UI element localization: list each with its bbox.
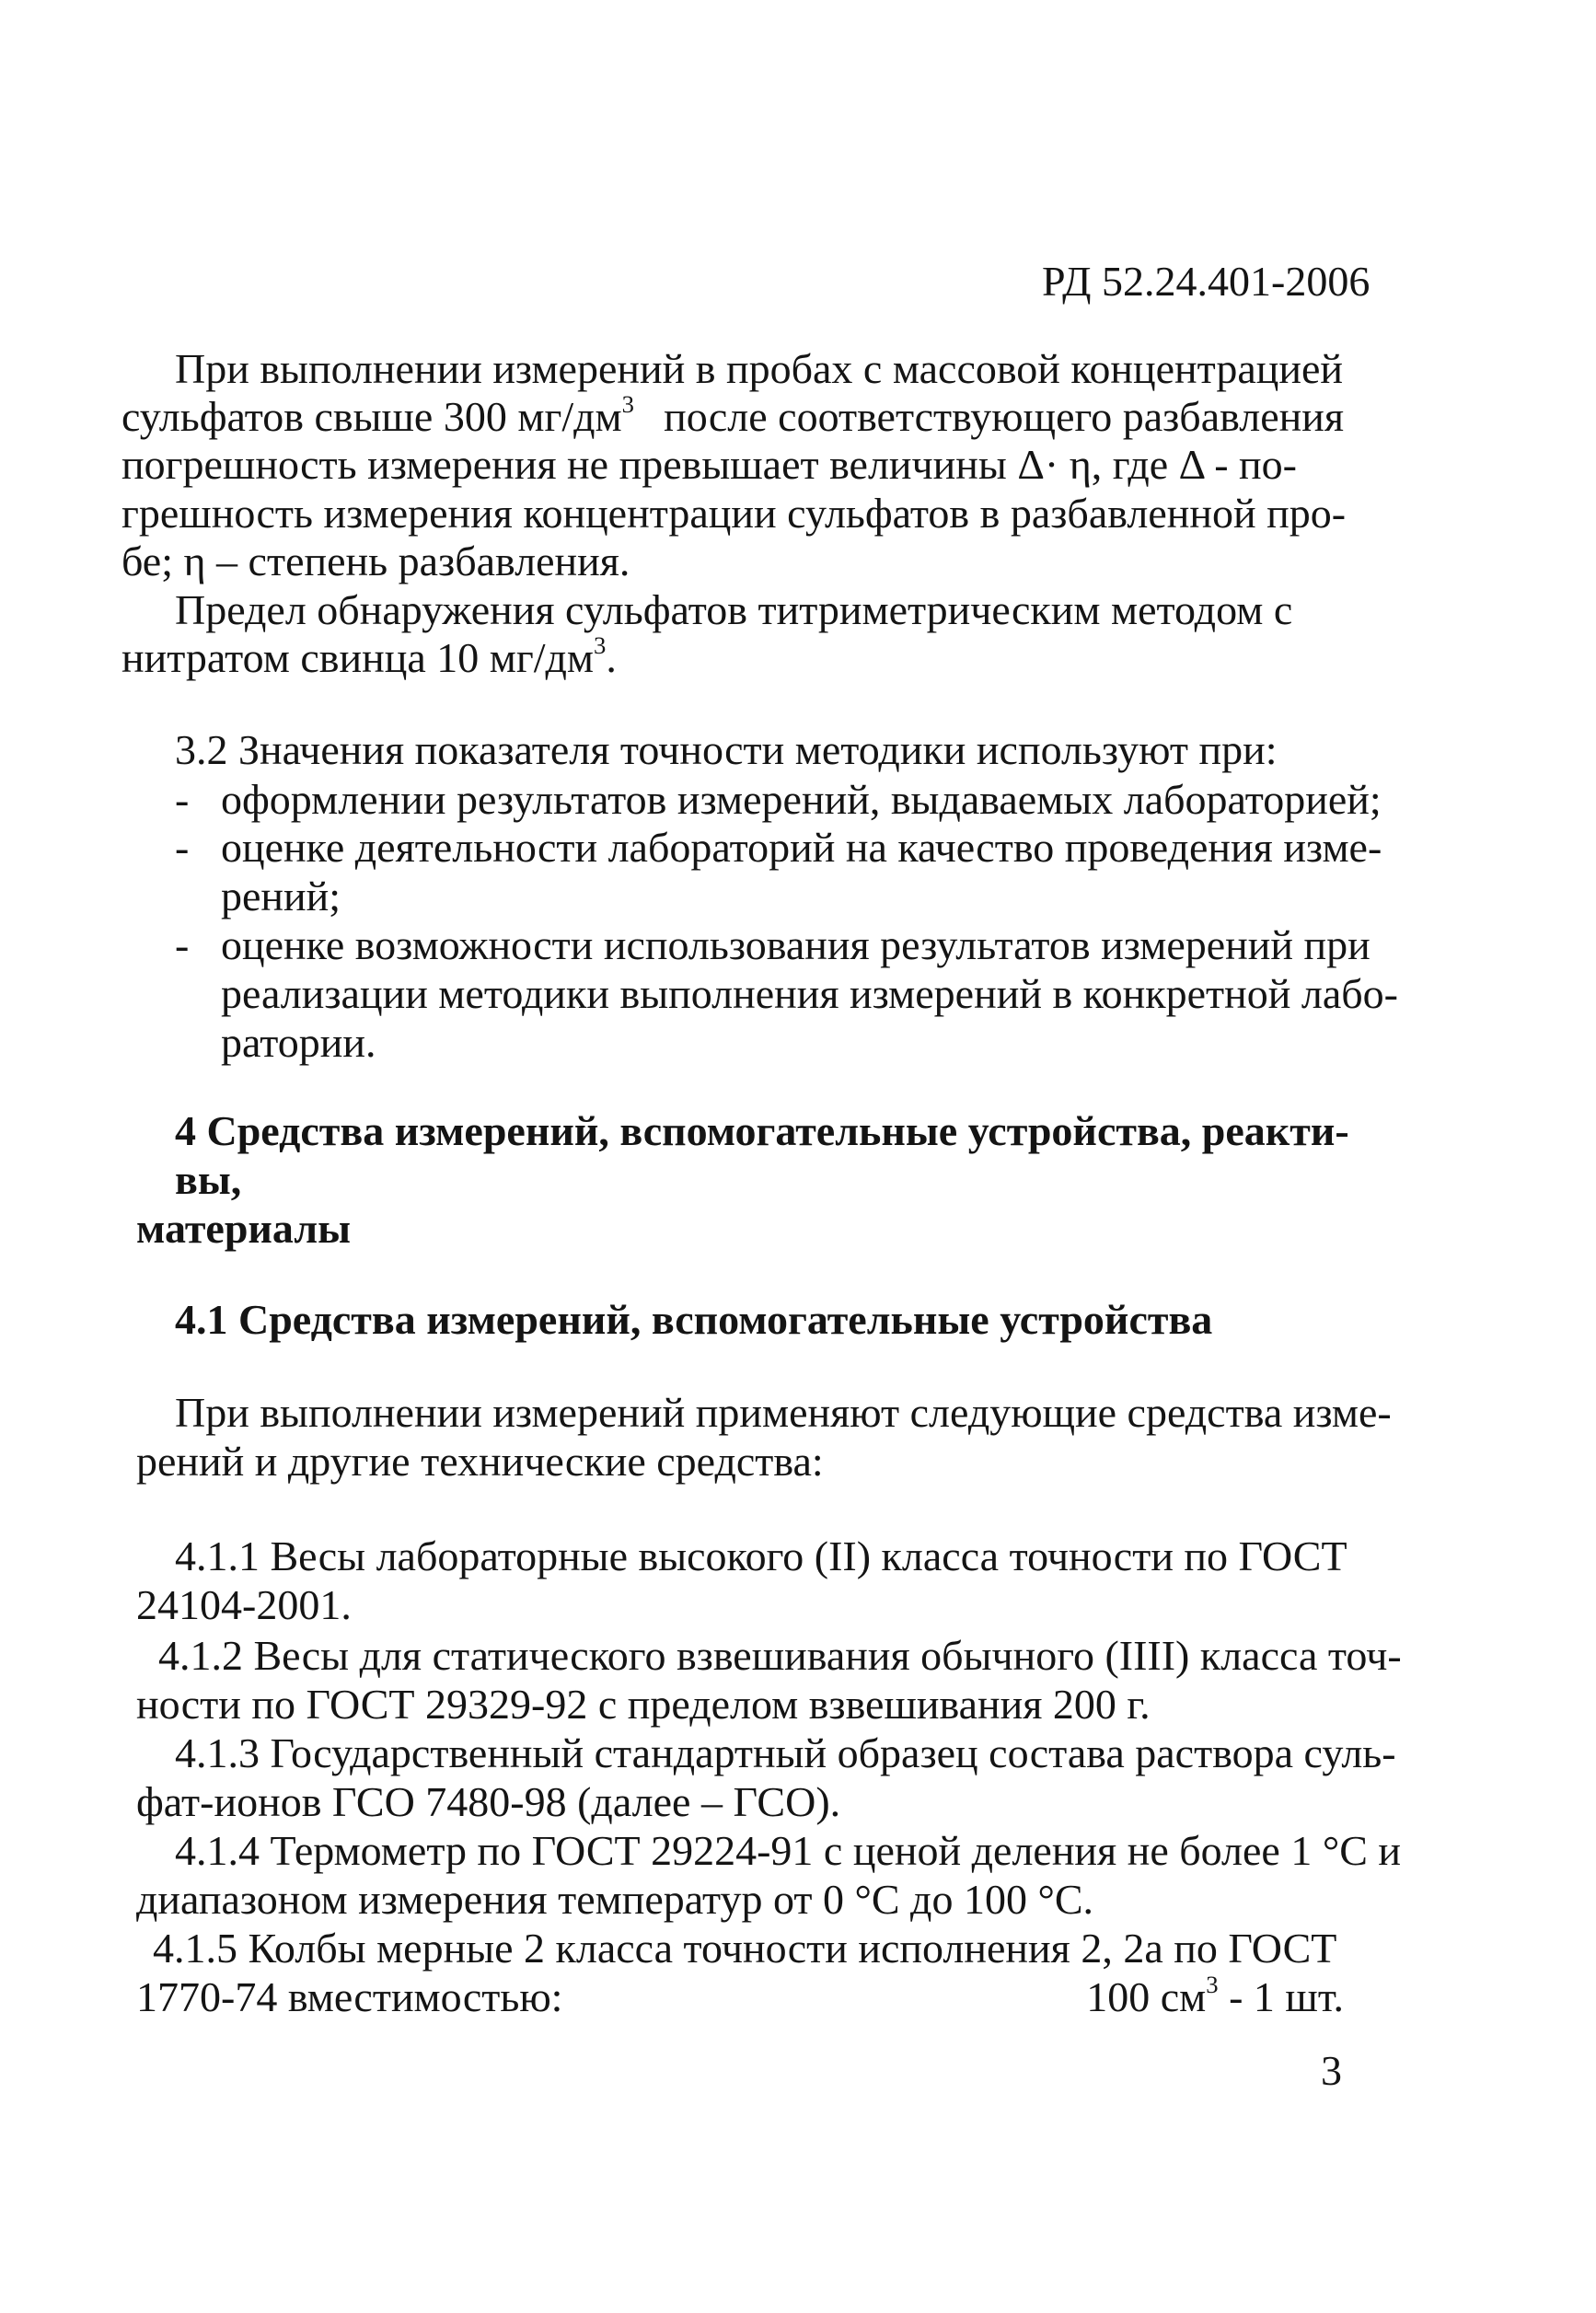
error-paragraph-line-4: грешность измерения концентрации сульфатов в разбавленной про- [121, 490, 1347, 537]
bullet-3-line-1: оценке возможности использования результатов измерений при [221, 921, 1370, 968]
item-4-1-5-line-1: 4.1.5 Колбы мерные 2 класса точности исполнения 2, 2а по ГОСТ [153, 1925, 1337, 1972]
bullet-dash: - [175, 824, 190, 871]
item-4-1-2-line-2: ности по ГОСТ 29329-92 с пределом взвешивания 200 г. [136, 1681, 1151, 1728]
error-paragraph-line-3: погрешность измерения не превышает величины Δ· η, где Δ - по- [121, 441, 1297, 488]
section-3-2-intro: 3.2 Значения показателя точности методики используют при: [175, 726, 1278, 773]
item-4-1-5-capacity-value: 100 $см^3 - 1$ шт. [1086, 1970, 1344, 2020]
page-number: 3 [1321, 2047, 1342, 2094]
bullet-2-line-2: рений; [221, 873, 341, 919]
error-paragraph-line-1: При выполнении измерений в пробах с массовой концентрацией [175, 345, 1344, 392]
item-4-1-5-line-2 [136, 1970, 1344, 2020]
error-paragraph-line-2 [121, 389, 1344, 440]
section-4-heading-line-2: вы, [175, 1156, 242, 1203]
bullet-dash: - [175, 921, 190, 968]
item-4-1-5-capacity-label: 1770-74 вместимостью: [136, 1973, 563, 2020]
item-4-1-2-line-1: 4.1.2 Весы для статического взвешивания обычного (IIII) класса точ- [158, 1632, 1402, 1679]
section-4-1-intro-line-1: При выполнении измерений применяют следующие средства изме- [175, 1389, 1392, 1436]
bullet-1-line-1: оформлении результатов измерений, выдаваемых лабораторией; [221, 776, 1382, 823]
document-number: РД 52.24.401-2006 [1042, 258, 1370, 305]
item-4-1-3-line-1: 4.1.3 Государственный стандартный образец состава раствора суль- [175, 1729, 1396, 1776]
bullet-3-line-2: реализации методики выполнения измерений в конкретной лабо- [221, 970, 1398, 1017]
bullet-3-line-3: ратории. [221, 1019, 376, 1066]
section-4-1-intro-line-2: рений и другие технические средства: [136, 1438, 824, 1485]
item-4-1-4-line-2: диапазоном измерения температур от 0 °С до 100 °С. [136, 1876, 1094, 1923]
item-4-1-4-line-1: 4.1.4 Термометр по ГОСТ 29224-91 с ценой деления не более 1 °С и [175, 1827, 1402, 1874]
item-4-1-1-line-2: 24104-2001. [136, 1581, 352, 1628]
section-4-heading-line-1: 4 Средства измерений, вспомогательные устройства, реакти- [175, 1107, 1349, 1154]
limit-paragraph-line-2: нитратом свинца 10 $мг/дм^3$. [121, 630, 617, 681]
bullet-2-line-1: оценке деятельности лабораторий на качество проведения изме- [221, 824, 1382, 871]
item-4-1-1-line-1: 4.1.1 Весы лабораторные высокого (II) класса точности по ГОСТ [175, 1532, 1347, 1579]
limit-paragraph-line-1: Предел обнаружения сульфатов титриметрическим методом с [175, 586, 1293, 633]
error-line-2-tail: после соответствующего разбавления [664, 393, 1344, 440]
bullet-dash: - [175, 776, 190, 823]
error-paragraph-line-5: бе; η – степень разбавления. [121, 538, 630, 584]
section-4-heading-line-3: материалы [136, 1205, 352, 1252]
error-line-2-text: сульфатов свыше 300 $мг/дм^3$ [121, 389, 634, 440]
item-4-1-3-line-2: фат-ионов ГСО 7480-98 (далее – ГСО). [136, 1778, 841, 1825]
section-4-1-subheading: 4.1 Средства измерений, вспомогательные устройства [175, 1296, 1213, 1343]
